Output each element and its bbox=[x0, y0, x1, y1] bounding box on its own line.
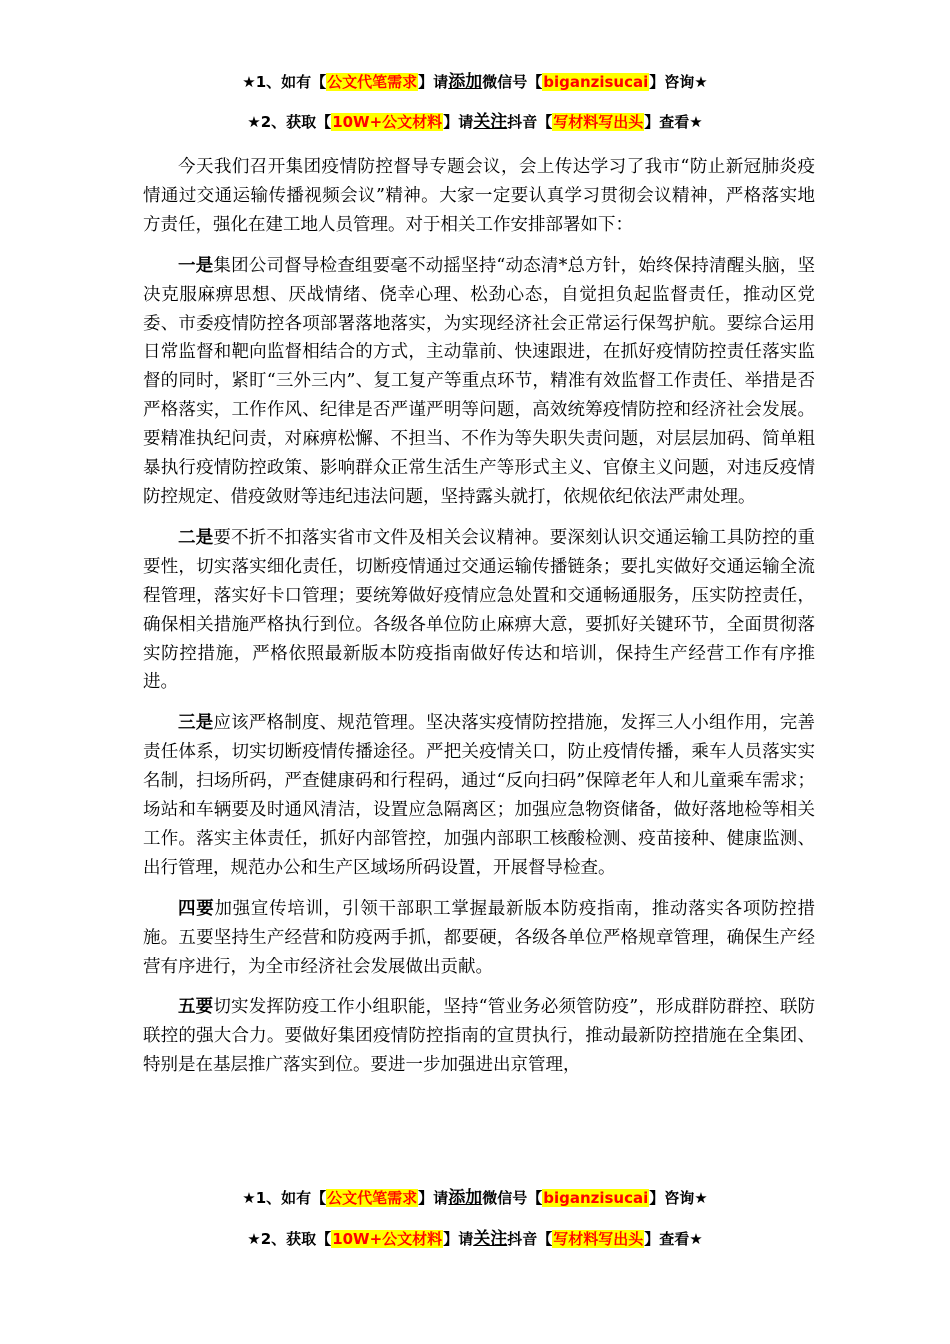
promo-line-1-bottom: ★1、如有【公文代笔需求】请添加微信号【biganzisucai】咨询★ bbox=[242, 1188, 708, 1208]
highlight-service: 公文代笔需求 bbox=[327, 73, 418, 91]
item-paragraph: 一是集团公司督导检查组要毫不动摇坚持“动态清*总方针，始终保持清醒头脑，坚决克服麻痹思想、厌战情绪、侥幸心理、松劲心态，自觉担负起监督责任，推动区党委、市委疫情防控各项部署落地落实，为实现经济社会正常运行保驾护航。要综合运用日常监督和靶向监督相结合的方式，主动靠前、快速跟进，在抓好疫情防控责任落实监督的同时，紧盯“三外三内”、复工复产等重点环节，精准有效监督工作责任、举措是否严格落实，工作作风、纪律是否严谨严明等问题，高效统筹疫情防控和经济社会发展。要精准执纪问责，对麻痹松懈、不担当、不作为等失职失责问题，对层层加码、简单粗暴执行疫情防控政策、影响群众正常生活生产等形式主义、官僚主义问题，对违反疫情防控规定、借疫敛财等违纪违法问题，坚持露头就打，依规依纪依法严肃处理。 bbox=[143, 255, 816, 507]
item-paragraph: 二是要不折不扣落实省市文件及相关会议精神。要深刻认识交通运输工具防控的重要性，切实落实细化责任，切断疫情通过交通运输传播链条；要扎实做好交通运输全流程管理，落实好卡口管理；要统筹做好疫情应急处置和交通畅通服务，压实防控责任，确保相关措施严格执行到位。各级各单位防止麻痹大意，要抓好关键环节，全面贯彻落实防控措施，严格依照最新版本防疫指南做好传达和培训，保持生产经营工作有序推进。 bbox=[143, 527, 816, 693]
item-paragraph: 五要切实发挥防疫工作小组职能，坚持“管业务必须管防疫”，形成群防群控、联防联控的强大合力。要做好集团疫情防控指南的宣贯执行，推动最新防控措施在全集团、特别是在基层推广落实到位。要进一步加强进出京管理， bbox=[143, 997, 816, 1076]
document-body bbox=[143, 153, 815, 1092]
highlight-materials: 10W+公文材料 bbox=[332, 1230, 443, 1248]
highlight-materials: 10W+公文材料 bbox=[332, 113, 443, 131]
highlight-wechat-id: biganzisucai bbox=[543, 73, 649, 91]
promo-line-1-top: ★1、如有【公文代笔需求】请添加微信号【biganzisucai】咨询★ bbox=[242, 72, 708, 92]
highlight-wechat-id: biganzisucai bbox=[543, 1189, 649, 1207]
item-paragraph: 四要加强宣传培训，引领干部职工掌握最新版本防疫指南，推动落实各项防控措施。五要坚持生产经营和防疫两手抓，都要硬，各级各单位严格规章管理，确保生产经营有序进行，为全市经济社会发展做出贡献。 bbox=[143, 898, 816, 977]
promo-line-2-top: ★2、获取【10W+公文材料】请关注抖音【写材料写出头】查看★ bbox=[247, 112, 703, 132]
promo-line-2-bottom: ★2、获取【10W+公文材料】请关注抖音【写材料写出头】查看★ bbox=[247, 1229, 703, 1249]
highlight-service: 公文代笔需求 bbox=[327, 1189, 418, 1207]
highlight-douyin-id: 写材料写出头 bbox=[553, 1230, 644, 1248]
intro-paragraph: 今天我们召开集团疫情防控督导专题会议，会上传达学习了我市“防止新冠肺炎疫情通过交通运输传播视频会议”精神。大家一定要认真学习贯彻会议精神，严格落实地方责任，强化在建工地人员管理。对于相关工作安排部署如下： bbox=[143, 157, 815, 235]
item-paragraph: 三是应该严格制度、规范管理。坚决落实疫情防控措施，发挥三人小组作用，完善责任体系，切实切断疫情传播途径。严把关疫情关口，防止疫情传播，乘车人员落实实名制，扫场所码，严查健康码和行程码，通过“反向扫码”保障老年人和儿童乘车需求；场站和车辆要及时通风清洁，设置应急隔离区；加强应急物资储备，做好落地检等相关工作。落实主体责任，抓好内部管控，加强内部职工核酸检测、疫苗接种、健康监测、出行管理，规范办公和生产区域场所码设置，开展督导检查。 bbox=[143, 713, 816, 878]
highlight-douyin-id: 写材料写出头 bbox=[553, 113, 644, 131]
